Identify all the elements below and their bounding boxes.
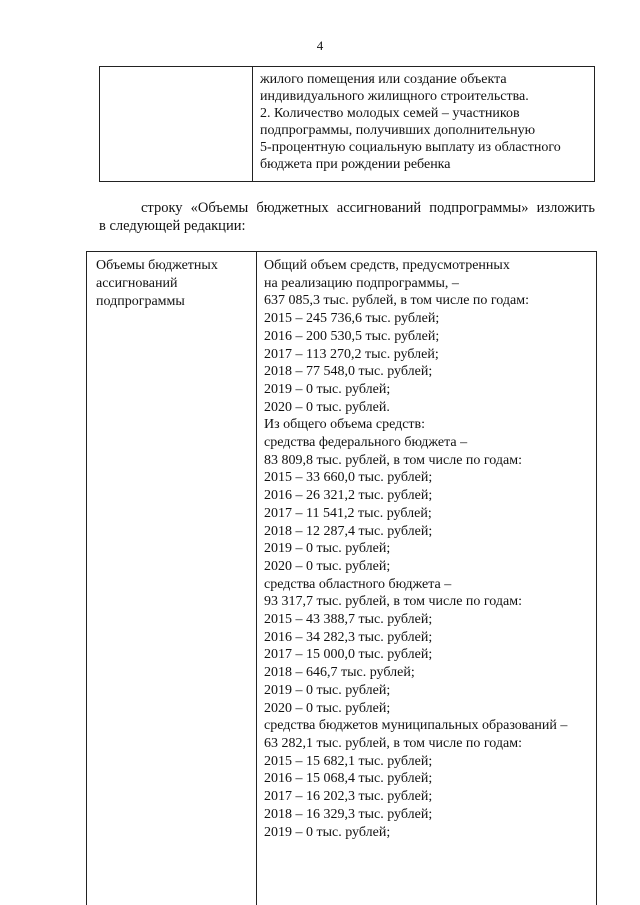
budget-line: 2018 – 77 548,0 тыс. рублей; [264,364,433,380]
budget-line: 2018 – 16 329,3 тыс. рублей; [264,806,433,822]
budget-line: 2017 – 113 270,2 тыс. рублей; [264,346,439,362]
budget-line: 2020 – 0 тыс. рублей; [264,700,391,716]
budget-line: 2017 – 16 202,3 тыс. рублей; [264,789,433,805]
instruction-line: в следующей редакции: [99,218,246,234]
previous-table-line: индивидуального жилищного строительства. [260,89,529,105]
budget-line: 2019 – 0 тыс. рублей; [264,541,391,557]
previous-table-content-cell [253,67,595,182]
budget-line: 2016 – 200 530,5 тыс. рублей; [264,328,440,344]
budget-line: 83 809,8 тыс. рублей, в том числе по годам: [264,452,522,468]
previous-table-fragment [99,66,595,182]
budget-content-cell [257,252,597,905]
budget-line: 2016 – 15 068,4 тыс. рублей; [264,771,433,787]
budget-label-line: Объемы бюджетных [96,258,218,273]
previous-table-line: жилого помещения или создание объекта [260,72,507,87]
budget-line: 2020 – 0 тыс. рублей; [264,558,391,574]
previous-table-line: 2. Количество молодых семей – участников [260,106,520,122]
previous-table-line: бюджета при рождении ребенка [260,157,451,173]
budget-table [86,251,597,905]
budget-line: 93 317,7 тыс. рублей, в том числе по годам: [264,594,522,610]
budget-line: 2017 – 15 000,0 тыс. рублей; [264,647,433,663]
budget-line: на реализацию подпрограммы, – [264,275,459,291]
budget-label-line: ассигнований [96,276,178,291]
budget-label-cell [87,252,257,905]
budget-line: 2018 – 646,7 тыс. рублей; [264,665,415,681]
budget-line: 2020 – 0 тыс. рублей. [264,399,390,415]
budget-line: 63 282,1 тыс. рублей, в том числе по годам: [264,735,522,751]
budget-line: 2015 – 33 660,0 тыс. рублей; [264,470,433,486]
budget-line: Общий объем средств, предусмотренных [264,258,510,273]
instruction-paragraph [99,199,595,235]
budget-line: 2019 – 0 тыс. рублей; [264,682,391,698]
budget-line: 2015 – 43 388,7 тыс. рублей; [264,612,433,628]
budget-line: 2016 – 34 282,3 тыс. рублей; [264,629,433,645]
budget-line: 2019 – 0 тыс. рублей; [264,824,391,840]
budget-line: Из общего объема средств: [264,417,426,433]
budget-line: 2015 – 245 736,6 тыс. рублей; [264,311,440,327]
budget-line: 2019 – 0 тыс. рублей; [264,381,391,397]
budget-line: средства областного бюджета – [264,576,452,592]
budget-line: 2015 – 15 682,1 тыс. рублей; [264,753,433,769]
budget-line: 2016 – 26 321,2 тыс. рублей; [264,488,433,504]
previous-table-line: подпрограммы, получивших дополнительную [260,123,536,139]
budget-line: 2018 – 12 287,4 тыс. рублей; [264,523,433,539]
previous-table-line: 5-процентную социальную выплату из областного [260,140,561,156]
budget-line: средства федерального бюджета – [264,435,468,451]
instruction-line: строку «Объемы бюджетных ассигнований подпрограммы» изложить [141,200,595,216]
page-number: 4 [316,38,324,53]
budget-line: 2017 – 11 541,2 тыс. рублей; [264,505,432,521]
previous-table-label-cell [100,67,253,182]
budget-line: средства бюджетов муниципальных образований – [264,718,568,734]
budget-line: 637 085,3 тыс. рублей, в том числе по годам: [264,293,529,309]
budget-label-line: подпрограммы [96,294,185,309]
